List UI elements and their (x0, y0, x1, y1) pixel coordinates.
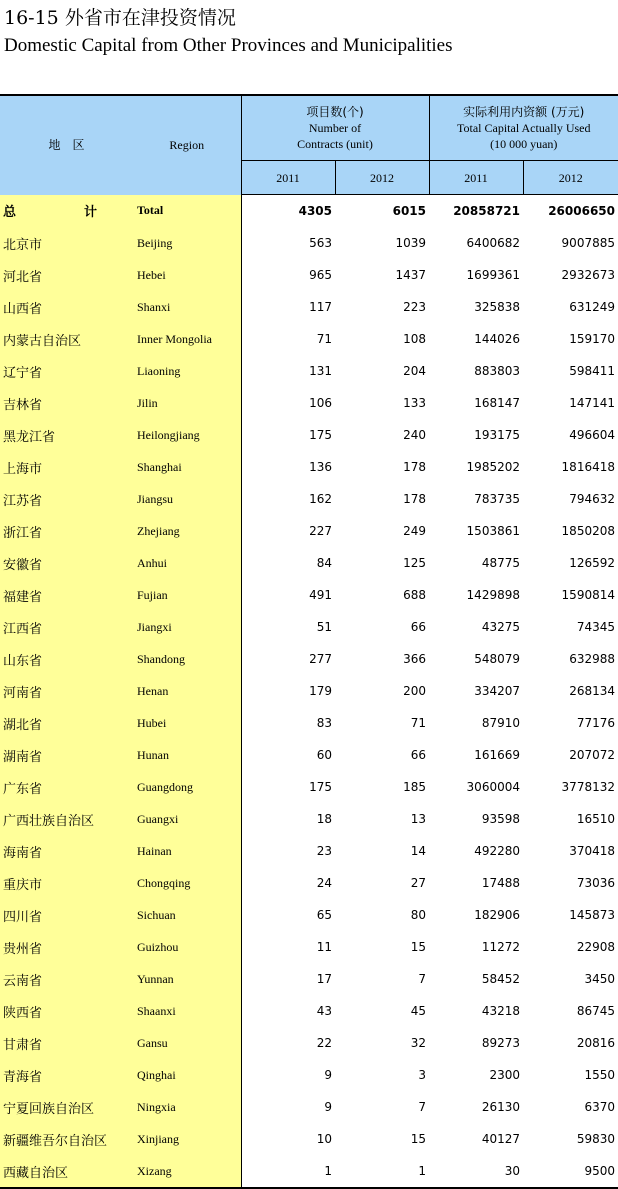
contracts-2011: 491 (241, 579, 335, 611)
region-name-en: Guizhou (133, 931, 241, 963)
contracts-2011: 84 (241, 547, 335, 579)
investment-table (0, 94, 618, 1189)
table-row (0, 483, 618, 515)
capital-2012: 1816418 (523, 451, 618, 483)
contracts-header-en2: Contracts (unit) (242, 136, 429, 152)
contracts-2012: 200 (335, 675, 429, 707)
region-name-cn: 吉林省 (0, 387, 133, 419)
region-name-cn: 湖北省 (0, 707, 133, 739)
capital-2012: 74345 (523, 611, 618, 643)
capital-2011: 1985202 (429, 451, 523, 483)
region-name-cn: 山东省 (0, 643, 133, 675)
page-title-cn: 16-15 外省市在津投资情况 (4, 6, 236, 30)
contracts-2012: 185 (335, 771, 429, 803)
region-name-en: Shanghai (133, 451, 241, 483)
contracts-2011: 175 (241, 419, 335, 451)
region-name-en: Xinjiang (133, 1123, 241, 1155)
contracts-header-en1: Number of (242, 120, 429, 136)
contracts-2011: 71 (241, 323, 335, 355)
region-name-en: Beijing (133, 227, 241, 259)
capital-2011: 1503861 (429, 515, 523, 547)
table-row (0, 451, 618, 483)
capital-2012: 1550 (523, 1059, 618, 1091)
capital-2011: 334207 (429, 675, 523, 707)
contracts-2012: 32 (335, 1027, 429, 1059)
contracts-2011: 136 (241, 451, 335, 483)
table-row (0, 611, 618, 643)
region-name-cn: 江西省 (0, 611, 133, 643)
region-name-en: Zhejiang (133, 515, 241, 547)
contracts-2012: 366 (335, 643, 429, 675)
capital-2011: 48775 (429, 547, 523, 579)
contracts-2012: 108 (335, 323, 429, 355)
region-name-en: Shandong (133, 643, 241, 675)
contracts-2012: 45 (335, 995, 429, 1027)
region-name-cn: 上海市 (0, 451, 133, 483)
table-row (0, 995, 618, 1027)
region-name-en: Shaanxi (133, 995, 241, 1027)
region-name-cn: 四川省 (0, 899, 133, 931)
total-contracts-2012: 6015 (335, 195, 429, 228)
contracts-2011: 117 (241, 291, 335, 323)
table-row (0, 387, 618, 419)
contracts-2012: 204 (335, 355, 429, 387)
capital-2012: 9007885 (523, 227, 618, 259)
table-row (0, 963, 618, 995)
region-name-cn: 青海省 (0, 1059, 133, 1091)
region-name-cn: 江苏省 (0, 483, 133, 515)
region-name-en: Jilin (133, 387, 241, 419)
region-name-en: Fujian (133, 579, 241, 611)
capital-2011: 87910 (429, 707, 523, 739)
contracts-2012: 15 (335, 931, 429, 963)
total-row (0, 195, 618, 228)
region-name-en: Chongqing (133, 867, 241, 899)
region-name-en: Guangxi (133, 803, 241, 835)
contracts-2011: 162 (241, 483, 335, 515)
contracts-2011: 131 (241, 355, 335, 387)
total-capital-2011: 20858721 (429, 195, 523, 228)
total-label-cn (0, 195, 133, 228)
capital-2012: 20816 (523, 1027, 618, 1059)
contracts-2011: 17 (241, 963, 335, 995)
capital-2012: 632988 (523, 643, 618, 675)
capital-2011: 1429898 (429, 579, 523, 611)
region-name-cn: 安徽省 (0, 547, 133, 579)
capital-2012: 207072 (523, 739, 618, 771)
capital-2011: 3060004 (429, 771, 523, 803)
region-name-cn: 宁夏回族自治区 (0, 1091, 133, 1123)
region-name-en: Hunan (133, 739, 241, 771)
contracts-2012: 3 (335, 1059, 429, 1091)
capital-2011: 11272 (429, 931, 523, 963)
capital-2011: 58452 (429, 963, 523, 995)
capital-2011: 1699361 (429, 259, 523, 291)
contracts-2011: 11 (241, 931, 335, 963)
region-cn-header: 地 区 (0, 95, 133, 195)
region-name-en: Anhui (133, 547, 241, 579)
capital-2012: 9500 (523, 1155, 618, 1188)
contracts-2012: 133 (335, 387, 429, 419)
total-label-cn-a: 总 (3, 205, 16, 220)
contracts-2011: 43 (241, 995, 335, 1027)
capital-2012: 77176 (523, 707, 618, 739)
region-name-cn: 北京市 (0, 227, 133, 259)
table-row (0, 259, 618, 291)
capital-2012: 159170 (523, 323, 618, 355)
region-name-en: Qinghai (133, 1059, 241, 1091)
contracts-2012: 223 (335, 291, 429, 323)
contracts-2012: 66 (335, 739, 429, 771)
capital-2011: 182906 (429, 899, 523, 931)
total-label-en: Total (133, 195, 241, 228)
region-en-header: Region (133, 95, 241, 195)
contracts-2011: 51 (241, 611, 335, 643)
table-row (0, 1059, 618, 1091)
capital-2011: 492280 (429, 835, 523, 867)
contracts-2012: 66 (335, 611, 429, 643)
region-name-cn: 贵州省 (0, 931, 133, 963)
region-name-en: Xizang (133, 1155, 241, 1188)
contracts-2012: 7 (335, 1091, 429, 1123)
contracts-2011: 9 (241, 1091, 335, 1123)
region-name-en: Henan (133, 675, 241, 707)
contracts-2011: 83 (241, 707, 335, 739)
capital-2012: 370418 (523, 835, 618, 867)
total-contracts-2011: 4305 (241, 195, 335, 228)
region-name-cn: 新疆维吾尔自治区 (0, 1123, 133, 1155)
capital-2011: 168147 (429, 387, 523, 419)
capital-2011: 144026 (429, 323, 523, 355)
year-header-capital-2011: 2011 (429, 161, 523, 195)
capital-2011: 325838 (429, 291, 523, 323)
contracts-2012: 80 (335, 899, 429, 931)
contracts-2011: 18 (241, 803, 335, 835)
capital-2012: 86745 (523, 995, 618, 1027)
region-name-cn: 重庆市 (0, 867, 133, 899)
capital-2012: 3778132 (523, 771, 618, 803)
region-name-en: Hainan (133, 835, 241, 867)
region-name-en: Inner Mongolia (133, 323, 241, 355)
capital-2011: 783735 (429, 483, 523, 515)
region-name-cn: 甘肃省 (0, 1027, 133, 1059)
contracts-2012: 14 (335, 835, 429, 867)
table-row (0, 931, 618, 963)
table-row (0, 1027, 618, 1059)
capital-2012: 147141 (523, 387, 618, 419)
region-name-cn: 河北省 (0, 259, 133, 291)
contracts-2012: 178 (335, 451, 429, 483)
contracts-2011: 24 (241, 867, 335, 899)
contracts-2011: 10 (241, 1123, 335, 1155)
region-name-cn: 广东省 (0, 771, 133, 803)
contracts-2012: 1 (335, 1155, 429, 1188)
region-name-en: Hebei (133, 259, 241, 291)
contracts-2012: 1437 (335, 259, 429, 291)
contracts-2012: 688 (335, 579, 429, 611)
capital-2012: 73036 (523, 867, 618, 899)
region-name-en: Gansu (133, 1027, 241, 1059)
table-row (0, 419, 618, 451)
table-row (0, 899, 618, 931)
capital-2011: 2300 (429, 1059, 523, 1091)
capital-2011: 548079 (429, 643, 523, 675)
capital-2011: 43218 (429, 995, 523, 1027)
capital-group-header (429, 95, 618, 161)
region-name-cn: 内蒙古自治区 (0, 323, 133, 355)
contracts-2011: 9 (241, 1059, 335, 1091)
year-header-capital-2012: 2012 (523, 161, 618, 195)
region-name-cn: 广西壮族自治区 (0, 803, 133, 835)
table-row (0, 739, 618, 771)
capital-2012: 3450 (523, 963, 618, 995)
capital-2012: 794632 (523, 483, 618, 515)
region-name-en: Jiangsu (133, 483, 241, 515)
capital-2012: 631249 (523, 291, 618, 323)
capital-2012: 126592 (523, 547, 618, 579)
table-row (0, 835, 618, 867)
table-row (0, 707, 618, 739)
capital-2011: 193175 (429, 419, 523, 451)
contracts-2011: 22 (241, 1027, 335, 1059)
contracts-2011: 277 (241, 643, 335, 675)
region-name-en: Yunnan (133, 963, 241, 995)
contracts-2012: 1039 (335, 227, 429, 259)
capital-2012: 145873 (523, 899, 618, 931)
region-name-en: Guangdong (133, 771, 241, 803)
contracts-2011: 227 (241, 515, 335, 547)
contracts-2012: 240 (335, 419, 429, 451)
region-name-en: Hubei (133, 707, 241, 739)
table-row (0, 771, 618, 803)
contracts-2011: 563 (241, 227, 335, 259)
contracts-2012: 27 (335, 867, 429, 899)
region-name-cn: 辽宁省 (0, 355, 133, 387)
contracts-2012: 13 (335, 803, 429, 835)
region-name-cn: 浙江省 (0, 515, 133, 547)
contracts-2011: 179 (241, 675, 335, 707)
table-row (0, 675, 618, 707)
contracts-2012: 71 (335, 707, 429, 739)
capital-2011: 43275 (429, 611, 523, 643)
capital-2012: 1850208 (523, 515, 618, 547)
contracts-2011: 1 (241, 1155, 335, 1188)
capital-2012: 59830 (523, 1123, 618, 1155)
table-row (0, 227, 618, 259)
contracts-2012: 178 (335, 483, 429, 515)
table-row (0, 323, 618, 355)
capital-2012: 496604 (523, 419, 618, 451)
capital-2012: 22908 (523, 931, 618, 963)
contracts-2011: 65 (241, 899, 335, 931)
table-row (0, 867, 618, 899)
table-row (0, 291, 618, 323)
capital-2011: 30 (429, 1155, 523, 1188)
capital-2012: 2932673 (523, 259, 618, 291)
table-row (0, 355, 618, 387)
region-name-cn: 云南省 (0, 963, 133, 995)
capital-2011: 93598 (429, 803, 523, 835)
capital-2012: 598411 (523, 355, 618, 387)
region-name-cn: 黑龙江省 (0, 419, 133, 451)
region-name-en: Shanxi (133, 291, 241, 323)
contracts-2012: 15 (335, 1123, 429, 1155)
region-name-cn: 陕西省 (0, 995, 133, 1027)
contracts-2011: 965 (241, 259, 335, 291)
table-row (0, 579, 618, 611)
table-row (0, 547, 618, 579)
capital-header-en1: Total Capital Actually Used (430, 120, 618, 136)
contracts-2012: 249 (335, 515, 429, 547)
region-name-cn: 湖南省 (0, 739, 133, 771)
capital-2011: 6400682 (429, 227, 523, 259)
capital-2011: 40127 (429, 1123, 523, 1155)
region-name-cn: 河南省 (0, 675, 133, 707)
contracts-2011: 175 (241, 771, 335, 803)
table-row (0, 803, 618, 835)
total-label-cn-b: 计 (84, 205, 97, 220)
region-name-cn: 山西省 (0, 291, 133, 323)
year-header-contracts-2012: 2012 (335, 161, 429, 195)
contracts-2011: 60 (241, 739, 335, 771)
contracts-2011: 23 (241, 835, 335, 867)
region-name-en: Sichuan (133, 899, 241, 931)
region-name-en: Heilongjiang (133, 419, 241, 451)
contracts-2011: 106 (241, 387, 335, 419)
table-header (0, 95, 618, 195)
capital-2012: 16510 (523, 803, 618, 835)
region-name-en: Liaoning (133, 355, 241, 387)
capital-header-en2: (10 000 yuan) (430, 136, 618, 152)
total-capital-2012: 26006650 (523, 195, 618, 228)
capital-2011: 161669 (429, 739, 523, 771)
table-row (0, 1091, 618, 1123)
capital-2011: 26130 (429, 1091, 523, 1123)
capital-2012: 6370 (523, 1091, 618, 1123)
region-name-en: Ningxia (133, 1091, 241, 1123)
region-name-cn: 西藏自治区 (0, 1155, 133, 1188)
capital-2011: 883803 (429, 355, 523, 387)
capital-2011: 17488 (429, 867, 523, 899)
capital-2012: 1590814 (523, 579, 618, 611)
capital-header-cn: 实际利用内资额 (万元) (430, 104, 618, 120)
region-name-cn: 福建省 (0, 579, 133, 611)
contracts-2012: 7 (335, 963, 429, 995)
region-name-cn: 海南省 (0, 835, 133, 867)
table-row (0, 1123, 618, 1155)
contracts-header-cn: 项目数(个) (242, 104, 429, 120)
capital-2011: 89273 (429, 1027, 523, 1059)
page-title-en: Domestic Capital from Other Provinces and Municipalities (4, 34, 453, 58)
contracts-2012: 125 (335, 547, 429, 579)
region-name-en: Jiangxi (133, 611, 241, 643)
table-row (0, 515, 618, 547)
table-row (0, 1155, 618, 1188)
year-header-contracts-2011: 2011 (241, 161, 335, 195)
contracts-group-header (241, 95, 429, 161)
table-row (0, 643, 618, 675)
table-body (0, 195, 618, 1189)
capital-2012: 268134 (523, 675, 618, 707)
